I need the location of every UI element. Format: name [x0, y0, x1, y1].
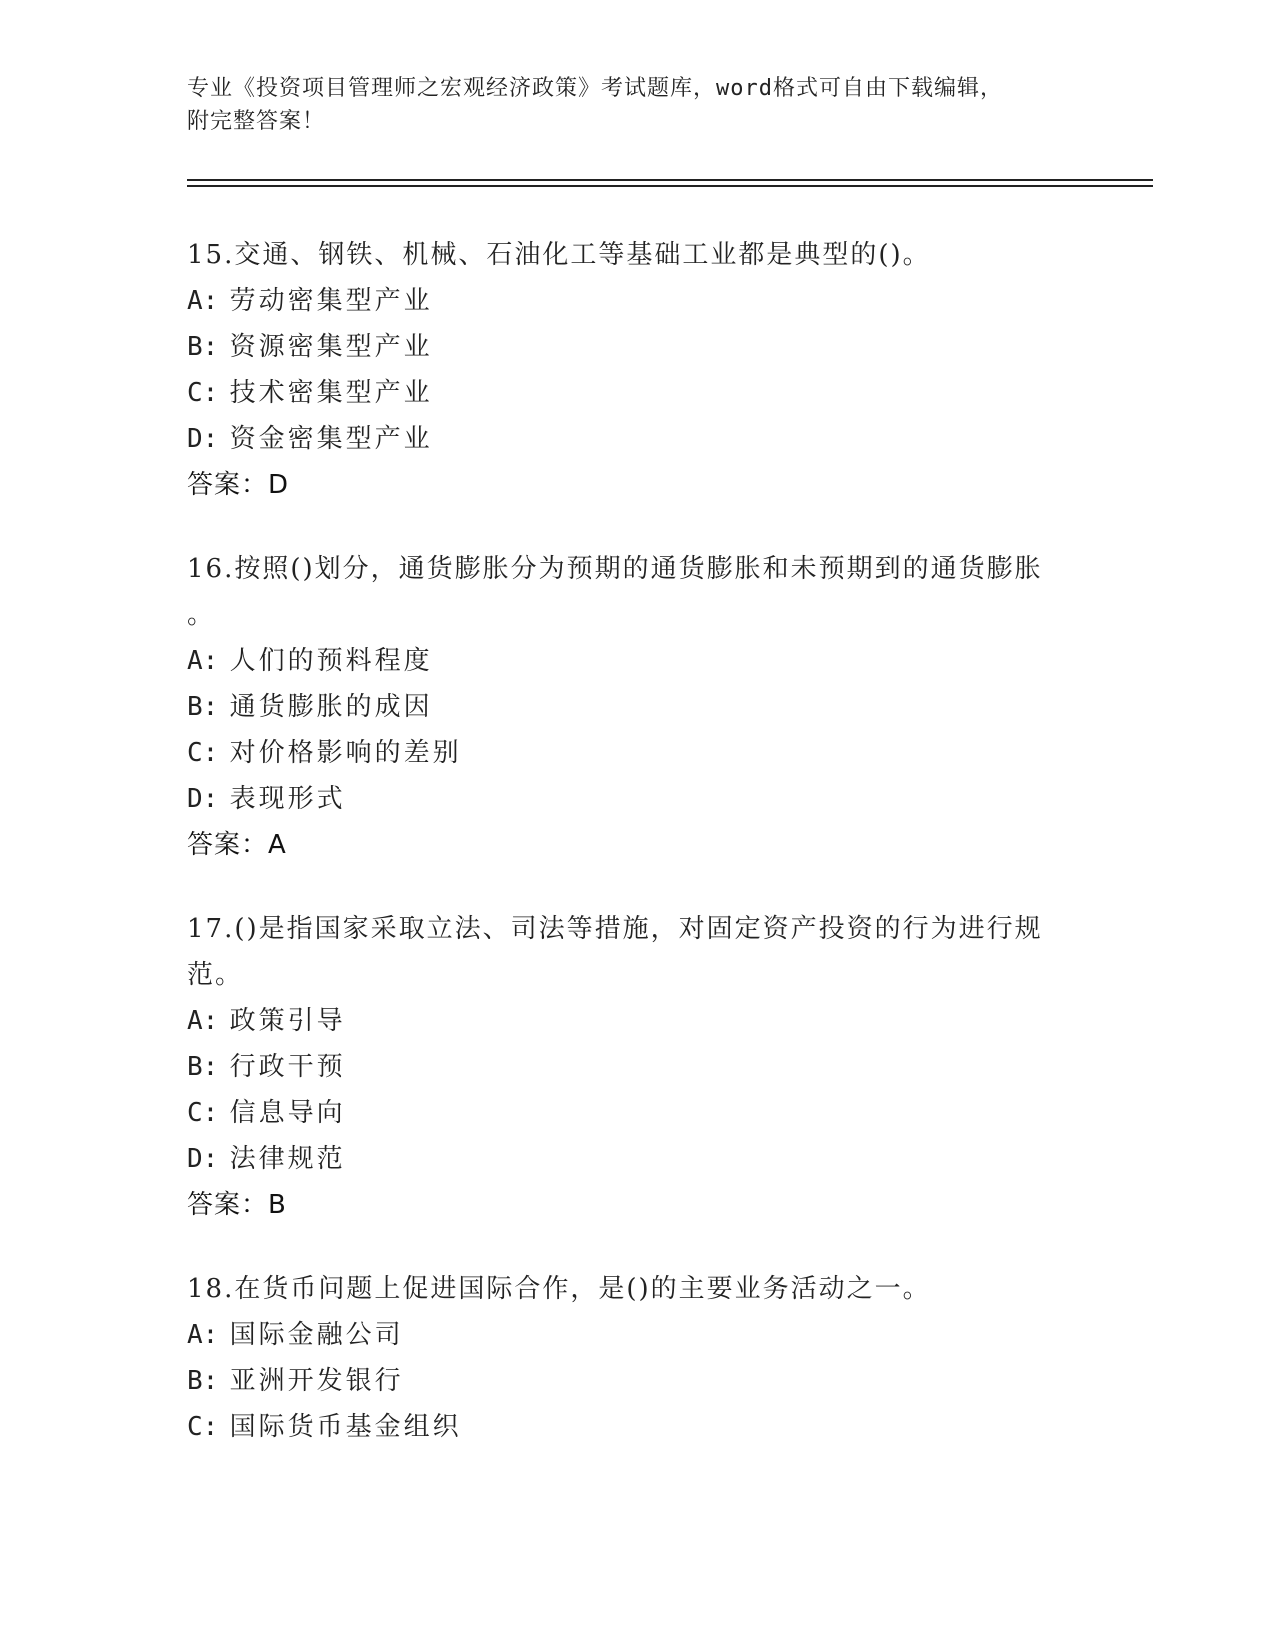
option-c — [187, 730, 1087, 776]
option-b — [187, 1044, 1087, 1090]
header-line-1: 专业《投资项目管理师之宏观经济政策》考试题库，word格式可自由下载编辑， — [187, 76, 1003, 101]
option-a — [187, 998, 1087, 1044]
question-stem: 16.按照()划分，通货膨胀分为预期的通货膨胀和未预期到的通货膨胀 — [187, 554, 1043, 584]
option-text: 国际货币基金组织 — [229, 1412, 462, 1442]
option-text: 资源密集型产业 — [229, 332, 433, 362]
question-stem: 15.交通、钢铁、机械、石油化工等基础工业都是典型的()。 — [187, 240, 931, 270]
answer-line: 答案：A — [187, 830, 287, 860]
option-c — [187, 1090, 1087, 1136]
option-a — [187, 1312, 1087, 1358]
option-text: 表现形式 — [229, 784, 346, 814]
option-text: 技术密集型产业 — [229, 378, 433, 408]
header-line-2: 附完整答案！ — [187, 109, 326, 134]
option-letter: B: — [187, 332, 219, 362]
option-b — [187, 1358, 1087, 1404]
option-text: 人们的预料程度 — [229, 646, 433, 676]
option-d — [187, 1136, 1087, 1182]
document-header — [187, 72, 1067, 138]
option-text: 法律规范 — [229, 1144, 346, 1174]
option-a — [187, 278, 1087, 324]
header-divider-bottom — [187, 185, 1153, 187]
header-divider-top — [187, 179, 1153, 181]
option-letter: D: — [187, 424, 219, 454]
option-d — [187, 776, 1087, 822]
question-18 — [187, 1266, 1087, 1450]
option-text: 政策引导 — [229, 1006, 346, 1036]
option-letter: D: — [187, 1144, 219, 1174]
option-d — [187, 416, 1087, 462]
option-text: 国际金融公司 — [229, 1320, 404, 1350]
option-letter: D: — [187, 784, 219, 814]
option-letter: C: — [187, 738, 219, 768]
option-c — [187, 370, 1087, 416]
option-text: 通货膨胀的成因 — [229, 692, 433, 722]
option-text: 资金密集型产业 — [229, 424, 433, 454]
option-letter: A: — [187, 1006, 219, 1036]
option-letter: A: — [187, 1320, 219, 1350]
option-letter: C: — [187, 1098, 219, 1128]
option-letter: A: — [187, 646, 219, 676]
option-letter: A: — [187, 286, 219, 316]
option-text: 劳动密集型产业 — [229, 286, 433, 316]
option-letter: B: — [187, 692, 219, 722]
option-b — [187, 324, 1087, 370]
question-stem-continuation: 。 — [187, 600, 216, 630]
question-16 — [187, 546, 1087, 868]
option-letter: C: — [187, 378, 219, 408]
option-letter: C: — [187, 1412, 219, 1442]
question-stem: 18.在货币问题上促进国际合作，是()的主要业务活动之一。 — [187, 1274, 931, 1304]
option-text: 行政干预 — [229, 1052, 346, 1082]
question-15 — [187, 232, 1087, 508]
option-a — [187, 638, 1087, 684]
option-text: 亚洲开发银行 — [229, 1366, 404, 1396]
answer-line: 答案：B — [187, 1190, 287, 1220]
option-b — [187, 684, 1087, 730]
question-list — [187, 232, 1087, 1488]
question-stem-continuation: 范。 — [187, 960, 244, 990]
option-c — [187, 1404, 1087, 1450]
question-17 — [187, 906, 1087, 1228]
option-text: 对价格影响的差别 — [229, 738, 462, 768]
question-stem: 17.()是指国家采取立法、司法等措施，对固定资产投资的行为进行规 — [187, 914, 1043, 944]
option-letter: B: — [187, 1052, 219, 1082]
option-letter: B: — [187, 1366, 219, 1396]
option-text: 信息导向 — [229, 1098, 346, 1128]
answer-line: 答案：D — [187, 470, 290, 500]
